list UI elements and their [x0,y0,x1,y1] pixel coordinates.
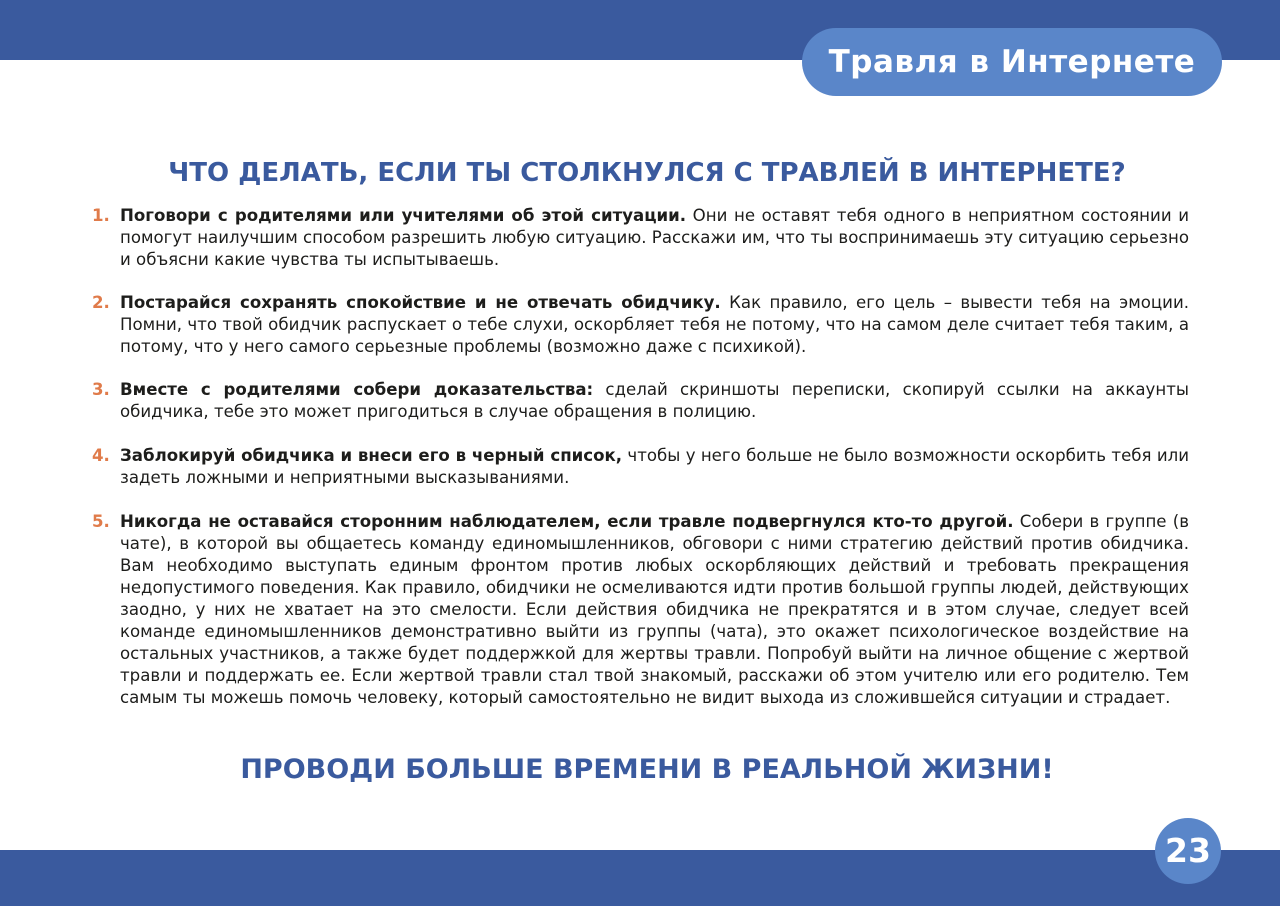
page-number-badge: 23 [1155,818,1221,884]
item-number: 3. [92,380,110,399]
item-number: 1. [92,206,110,225]
list-item [92,445,1189,489]
item-lead: Вместе с родителями собери доказательства: [120,380,594,399]
list-item [92,511,1190,709]
list-item [92,205,1189,271]
page-heading: ЧТО ДЕЛАТЬ, ЕСЛИ ТЫ СТОЛКНУЛСЯ С ТРАВЛЕЙ В ИНТЕРНЕТЕ? [168,158,1126,188]
item-lead: Никогда не оставайся сторонним наблюдателем, если травле подвергнулся кто-то другой. [120,512,1014,531]
closing-slogan: ПРОВОДИ БОЛЬШЕ ВРЕМЕНИ В РЕАЛЬНОЙ ЖИЗНИ! [240,754,1054,785]
item-text: сделай скриншоты переписки, скопируй ссылки на аккаунты обидчика, тебе это может пригодиться в случае обращения в полицию. [120,380,1189,421]
item-number: 4. [92,446,110,465]
item-text: Они не оставят тебя одного в неприятном состоянии и помогут наилучшим способом разрешить любую ситуацию. Расскажи им, что ты воспринимаешь эту ситуацию серьезно и объясни какие чувства ты испытываешь. [120,206,1189,269]
item-lead: Поговори с родителями или учителями об этой ситуации. [120,206,687,225]
item-number: 5. [92,512,110,531]
item-text: Как правило, его цель – вывести тебя на эмоции. Помни, что твой обидчик распускает о тебе слухи, оскорбляет тебя не потому, что на самом деле считает тебя таким, а потому, что у него самого серьезные проблемы (возможно даже с психикой). [120,293,1189,356]
item-number: 2. [92,293,110,312]
item-lead: Заблокируй обидчика и внеси его в черный список, [120,446,623,465]
bottom-band [0,850,1280,906]
item-lead: Постарайся сохранять спокойствие и не отвечать обидчику. [120,293,721,312]
item-text: чтобы у него больше не было возможности оскорбить тебя или задеть ложными и неприятными высказываниями. [120,446,1189,487]
list-item [92,379,1189,423]
list-item [92,292,1189,358]
section-title: Травля в Интернете [802,28,1222,96]
item-text: Собери в группе (в чате), в которой вы общаетесь команду единомышленников, обговори с ними стратегию действий против обидчика. Вам необходимо выступать единым фронтом против любых оскорбляющих действий и требовать прекращения недопустимого поведения. Как правило, обидчики не осмеливаются идти против большой группы людей, действующих заодно, у них не хватает на это смелости. Если действия обидчика не прекратятся и в этом случае, следует всей команде единомышленников демонстративно выйти из группы (чата), это окажет психологическое воздействие на остальных участников, а также будет поддержкой для жертвы травли. Попробуй выйти на личное общение с жертвой травли и поддержать ее. Если жертвой травли стал твой знакомый, расскажи об этом учителю или его родителю. Тем самым ты можешь помочь человеку, который самостоятельно не видит выхода из сложившейся ситуации и страдает. [120,512,1190,707]
